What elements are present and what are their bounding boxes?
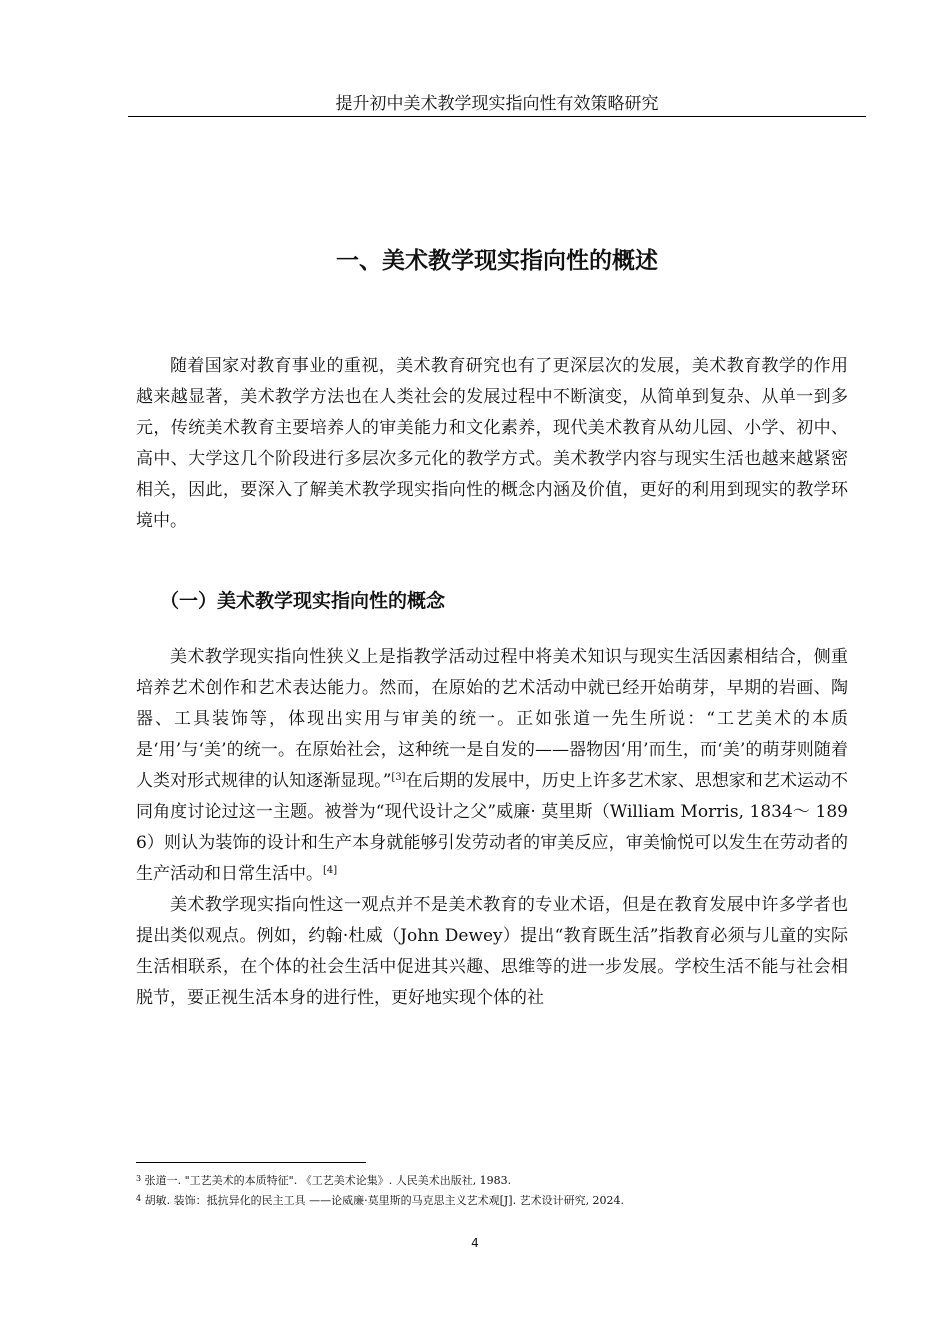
footnote-text: 胡敏. 装饰：抵抗异化的民主工具 ——论威廉·莫里斯的马克思主义艺术观[J]. 艺术设计研究, 2024.: [144, 1194, 625, 1207]
section-heading: （一）美术教学现实指向性的概念: [160, 590, 446, 612]
page-number: 4: [471, 1236, 479, 1250]
intro-paragraph: 随着国家对教育事业的重视，美术教育研究也有了更深层次的发展，美术教育教学的作用越来越显著，美术教学方法也在人类社会的发展过程中不断演变，从简单到复杂、从单一到多元，传统美术教育主要培养人的审美能力和文化素养，现代美术教育从幼儿园、小学、初中、高中、大学这几个阶段进行多层次多元化的教学方式。美术教学内容与现实生活也越来越紧密相关，因此，要深入了解美术教学现实指向性的概念内涵及价值，更好的利用到现实的教学环境中。: [136, 356, 848, 531]
footnote-3: [136, 1170, 848, 1190]
footnote-text: 张道一. "工艺美术的本质特征". 《工艺美术论集》. 人民美术出版社, 1983.: [144, 1174, 512, 1187]
body-paragraph-1-text-b: 在后期的发展中，历史上许多艺术家、思想家和艺术运动不同角度讨论过这一主题。被誉为“现代设计之父”威廉· 莫里斯（William Morris, 1834～ 1896）则认为装饰的设计和生产本身就能够引发劳动者的审美反应，审美愉悦可以发生在劳动者的生产活动和日常生活中。: [136, 771, 848, 884]
chapter-title: 一、美术教学现实指向性的概述: [336, 248, 658, 274]
body-paragraph-1: [136, 642, 848, 890]
footnote-mark: 3: [136, 1174, 142, 1183]
footnote-4: [136, 1190, 848, 1210]
running-header: 提升初中美术教学现实指向性有效策略研究: [335, 94, 659, 114]
citation-ref-3: [3]: [391, 772, 406, 783]
footnote-mark: 4: [136, 1194, 142, 1203]
body-paragraph-1-text-a: 美术教学现实指向性狭义上是指教学活动过程中将美术知识与现实生活因素相结合，侧重培养艺术创作和艺术表达能力。然而，在原始的艺术活动中就已经开始萌芽，早期的岩画、陶器、工具装饰等，体现出实用与审美的统一。正如张道一先生所说：“工艺美术的本质是‘用’与‘美’的统一。在原始社会，这种统一是自发的——器物因‘用’而生，而‘美’的萌芽则随着人类对形式规律的认知逐渐显现。”: [136, 647, 848, 791]
header-rule: [128, 116, 866, 117]
section-body: [136, 642, 848, 1014]
body-paragraph-2: 美术教学现实指向性这一观点并不是美术教育的专业术语，但是在教育发展中许多学者也提出类似观点。例如，约翰·杜威（John Dewey）提出“教育既生活”指教育必须与儿童的实际生活相联系，在个体的社会生活中促进其兴趣、思维等的进一步发展。学校生活不能与社会相脱节，要正视生活本身的进行性，更好地实现个体的社: [136, 895, 848, 1008]
footnotes: [136, 1170, 848, 1210]
intro-section: [136, 351, 848, 537]
citation-ref-4: [4]: [323, 865, 338, 876]
footnote-rule: [136, 1162, 366, 1163]
